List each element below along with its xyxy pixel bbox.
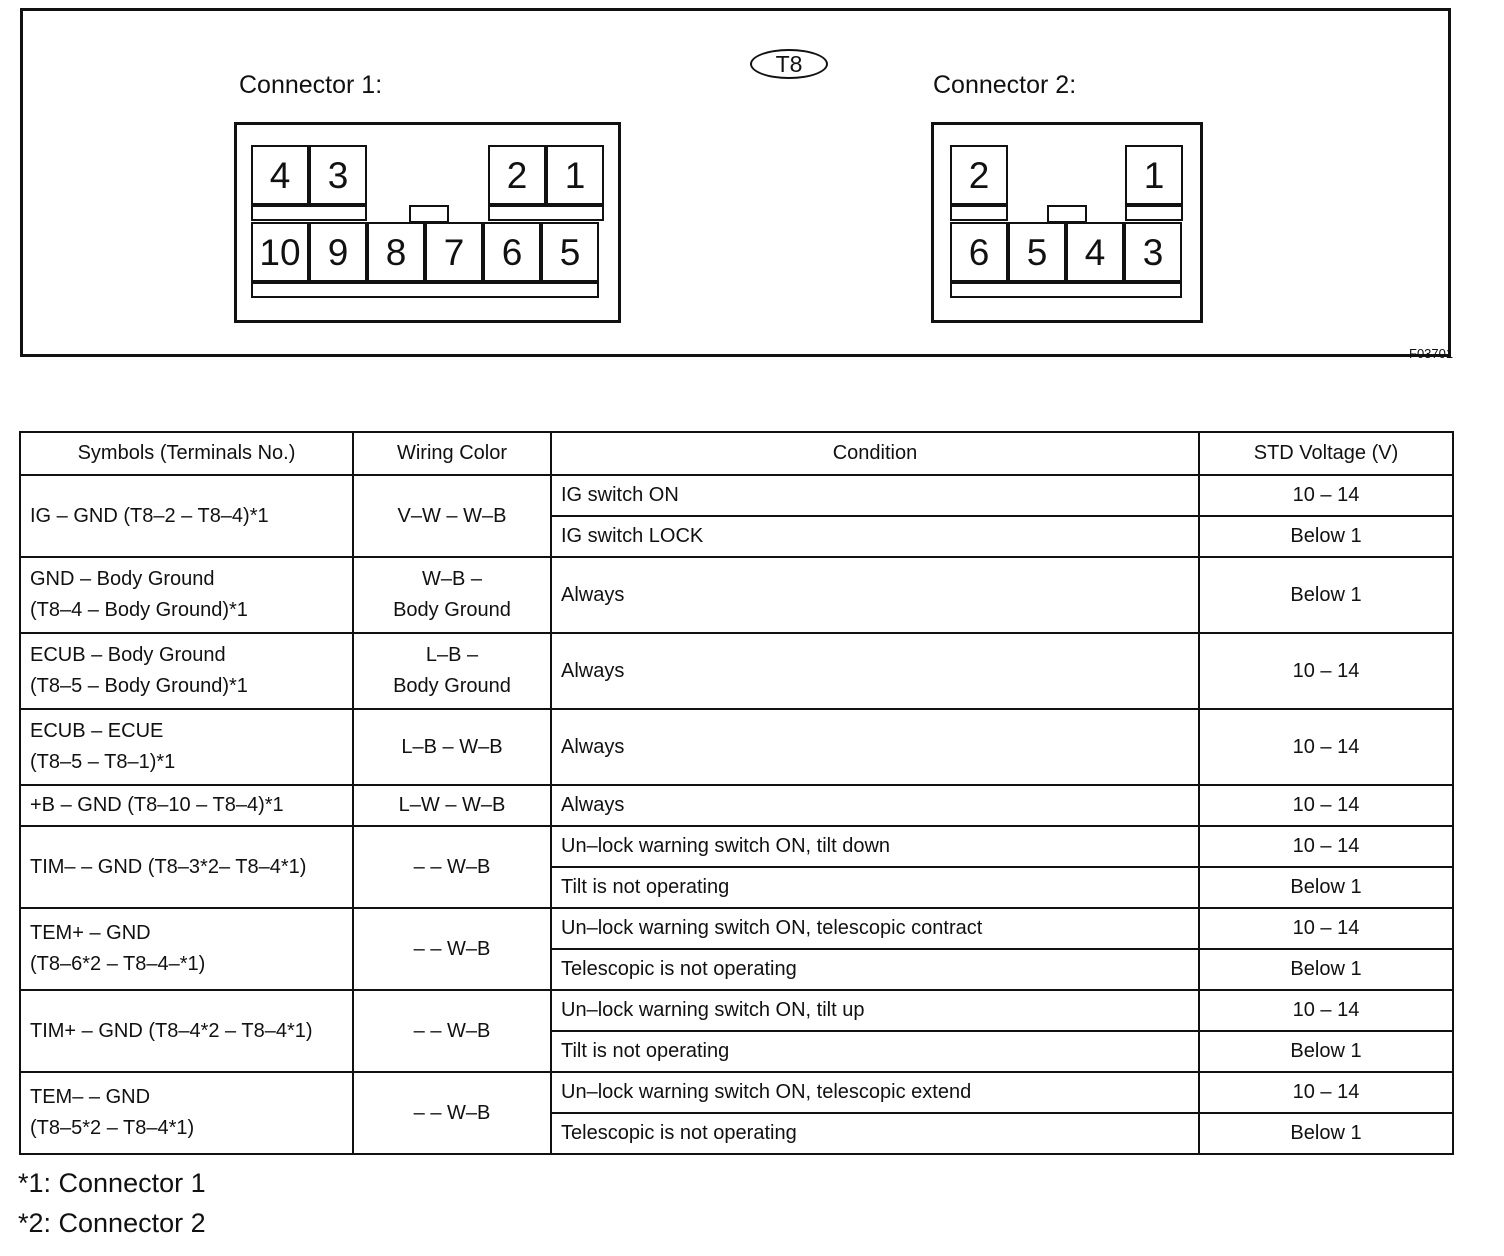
connector1-pin: 5 <box>541 222 599 282</box>
footnote-connector2: *2: Connector 2 <box>18 1208 206 1238</box>
connector2-pin: 1 <box>1125 145 1183 205</box>
connector1-title: Connector 1: <box>239 71 383 99</box>
voltage-cell: 10 – 14 <box>1199 633 1453 709</box>
table-row <box>20 475 1453 516</box>
header-wiring-color: Wiring Color <box>353 432 551 475</box>
voltage-cell: 10 – 14 <box>1199 709 1453 785</box>
symbol-cell: +B – GND (T8–10 – T8–4)*1 <box>20 785 353 826</box>
figure-code: F03701 <box>1409 346 1454 361</box>
header-std-voltage: STD Voltage (V) <box>1199 432 1453 475</box>
wiring-cell: L–W – W–B <box>353 785 551 826</box>
voltage-cell: 10 – 14 <box>1199 990 1453 1031</box>
connector1-body <box>234 122 621 323</box>
condition-cell: Un–lock warning switch ON, tilt down <box>551 826 1199 867</box>
table-row <box>20 990 1453 1031</box>
voltage-cell: 10 – 14 <box>1199 475 1453 516</box>
condition-cell: IG switch LOCK <box>551 516 1199 557</box>
voltage-cell: Below 1 <box>1199 1113 1453 1154</box>
voltage-cell: Below 1 <box>1199 516 1453 557</box>
wiring-cell: – – W–B <box>353 826 551 908</box>
voltage-spec-table <box>19 431 1454 1155</box>
condition-cell: Un–lock warning switch ON, telescopic contract <box>551 908 1199 949</box>
condition-cell: Always <box>551 709 1199 785</box>
table-row <box>20 633 1453 709</box>
connector2-body <box>931 122 1203 323</box>
connector2-title: Connector 2: <box>933 71 1077 99</box>
connector2-slot <box>950 205 1008 221</box>
symbol-cell: TEM– – GND (T8–5*2 – T8–4*1) <box>20 1072 353 1154</box>
voltage-cell: 10 – 14 <box>1199 826 1453 867</box>
table-header-row <box>20 432 1453 475</box>
wiring-cell: W–B – Body Ground <box>353 557 551 633</box>
connector-id-label: T8 <box>775 50 803 77</box>
connector2-slot <box>1125 205 1183 221</box>
symbol-cell: TEM+ – GND (T8–6*2 – T8–4–*1) <box>20 908 353 990</box>
condition-cell: Tilt is not operating <box>551 1031 1199 1072</box>
symbol-cell: TIM+ – GND (T8–4*2 – T8–4*1) <box>20 990 353 1072</box>
connector2-pin: 2 <box>950 145 1008 205</box>
condition-cell: Always <box>551 785 1199 826</box>
condition-cell: Always <box>551 633 1199 709</box>
connector1-pin: 6 <box>483 222 541 282</box>
connector-id-oval <box>750 49 828 79</box>
table-row <box>20 709 1453 785</box>
connector1-slot <box>251 282 599 298</box>
connector2-pin: 4 <box>1066 222 1124 282</box>
wiring-cell: – – W–B <box>353 990 551 1072</box>
connector1-pin: 4 <box>251 145 309 205</box>
voltage-cell: Below 1 <box>1199 867 1453 908</box>
connector1-pin: 2 <box>488 145 546 205</box>
condition-cell: IG switch ON <box>551 475 1199 516</box>
table-row <box>20 557 1453 633</box>
connector1-pin: 3 <box>309 145 367 205</box>
header-condition: Condition <box>551 432 1199 475</box>
connector1-pin: 1 <box>546 145 604 205</box>
connector1-pin: 9 <box>309 222 367 282</box>
symbol-cell: TIM– – GND (T8–3*2– T8–4*1) <box>20 826 353 908</box>
connector-diagram <box>20 8 1454 361</box>
table-row <box>20 826 1453 867</box>
condition-cell: Telescopic is not operating <box>551 1113 1199 1154</box>
connector1-latch <box>409 205 449 223</box>
connector2-pin: 3 <box>1124 222 1182 282</box>
connector1-pin: 10 <box>251 222 309 282</box>
connector1-slot <box>251 205 367 221</box>
connector1-slot <box>488 205 604 221</box>
connector2-pin: 5 <box>1008 222 1066 282</box>
wiring-cell: L–B – W–B <box>353 709 551 785</box>
wiring-cell: – – W–B <box>353 908 551 990</box>
symbol-cell: ECUB – ECUE (T8–5 – T8–1)*1 <box>20 709 353 785</box>
connector2-latch <box>1047 205 1087 223</box>
connector1-pin: 8 <box>367 222 425 282</box>
table-row <box>20 1072 1453 1113</box>
voltage-cell: 10 – 14 <box>1199 785 1453 826</box>
condition-cell: Telescopic is not operating <box>551 949 1199 990</box>
footnote-connector1: *1: Connector 1 <box>18 1168 206 1198</box>
header-symbols: Symbols (Terminals No.) <box>20 432 353 475</box>
connector2-pin: 6 <box>950 222 1008 282</box>
voltage-cell: Below 1 <box>1199 557 1453 633</box>
voltage-cell: 10 – 14 <box>1199 908 1453 949</box>
symbol-cell: GND – Body Ground (T8–4 – Body Ground)*1 <box>20 557 353 633</box>
voltage-cell: Below 1 <box>1199 1031 1453 1072</box>
wiring-cell: – – W–B <box>353 1072 551 1154</box>
condition-cell: Un–lock warning switch ON, telescopic extend <box>551 1072 1199 1113</box>
condition-cell: Un–lock warning switch ON, tilt up <box>551 990 1199 1031</box>
wiring-cell: L–B – Body Ground <box>353 633 551 709</box>
symbol-cell: IG – GND (T8–2 – T8–4)*1 <box>20 475 353 557</box>
condition-cell: Always <box>551 557 1199 633</box>
symbol-cell: ECUB – Body Ground (T8–5 – Body Ground)*1 <box>20 633 353 709</box>
wiring-cell: V–W – W–B <box>353 475 551 557</box>
voltage-cell: Below 1 <box>1199 949 1453 990</box>
connector2-slot <box>950 282 1182 298</box>
connector1-pin: 7 <box>425 222 483 282</box>
table-row <box>20 908 1453 949</box>
table-row <box>20 785 1453 826</box>
condition-cell: Tilt is not operating <box>551 867 1199 908</box>
voltage-cell: 10 – 14 <box>1199 1072 1453 1113</box>
